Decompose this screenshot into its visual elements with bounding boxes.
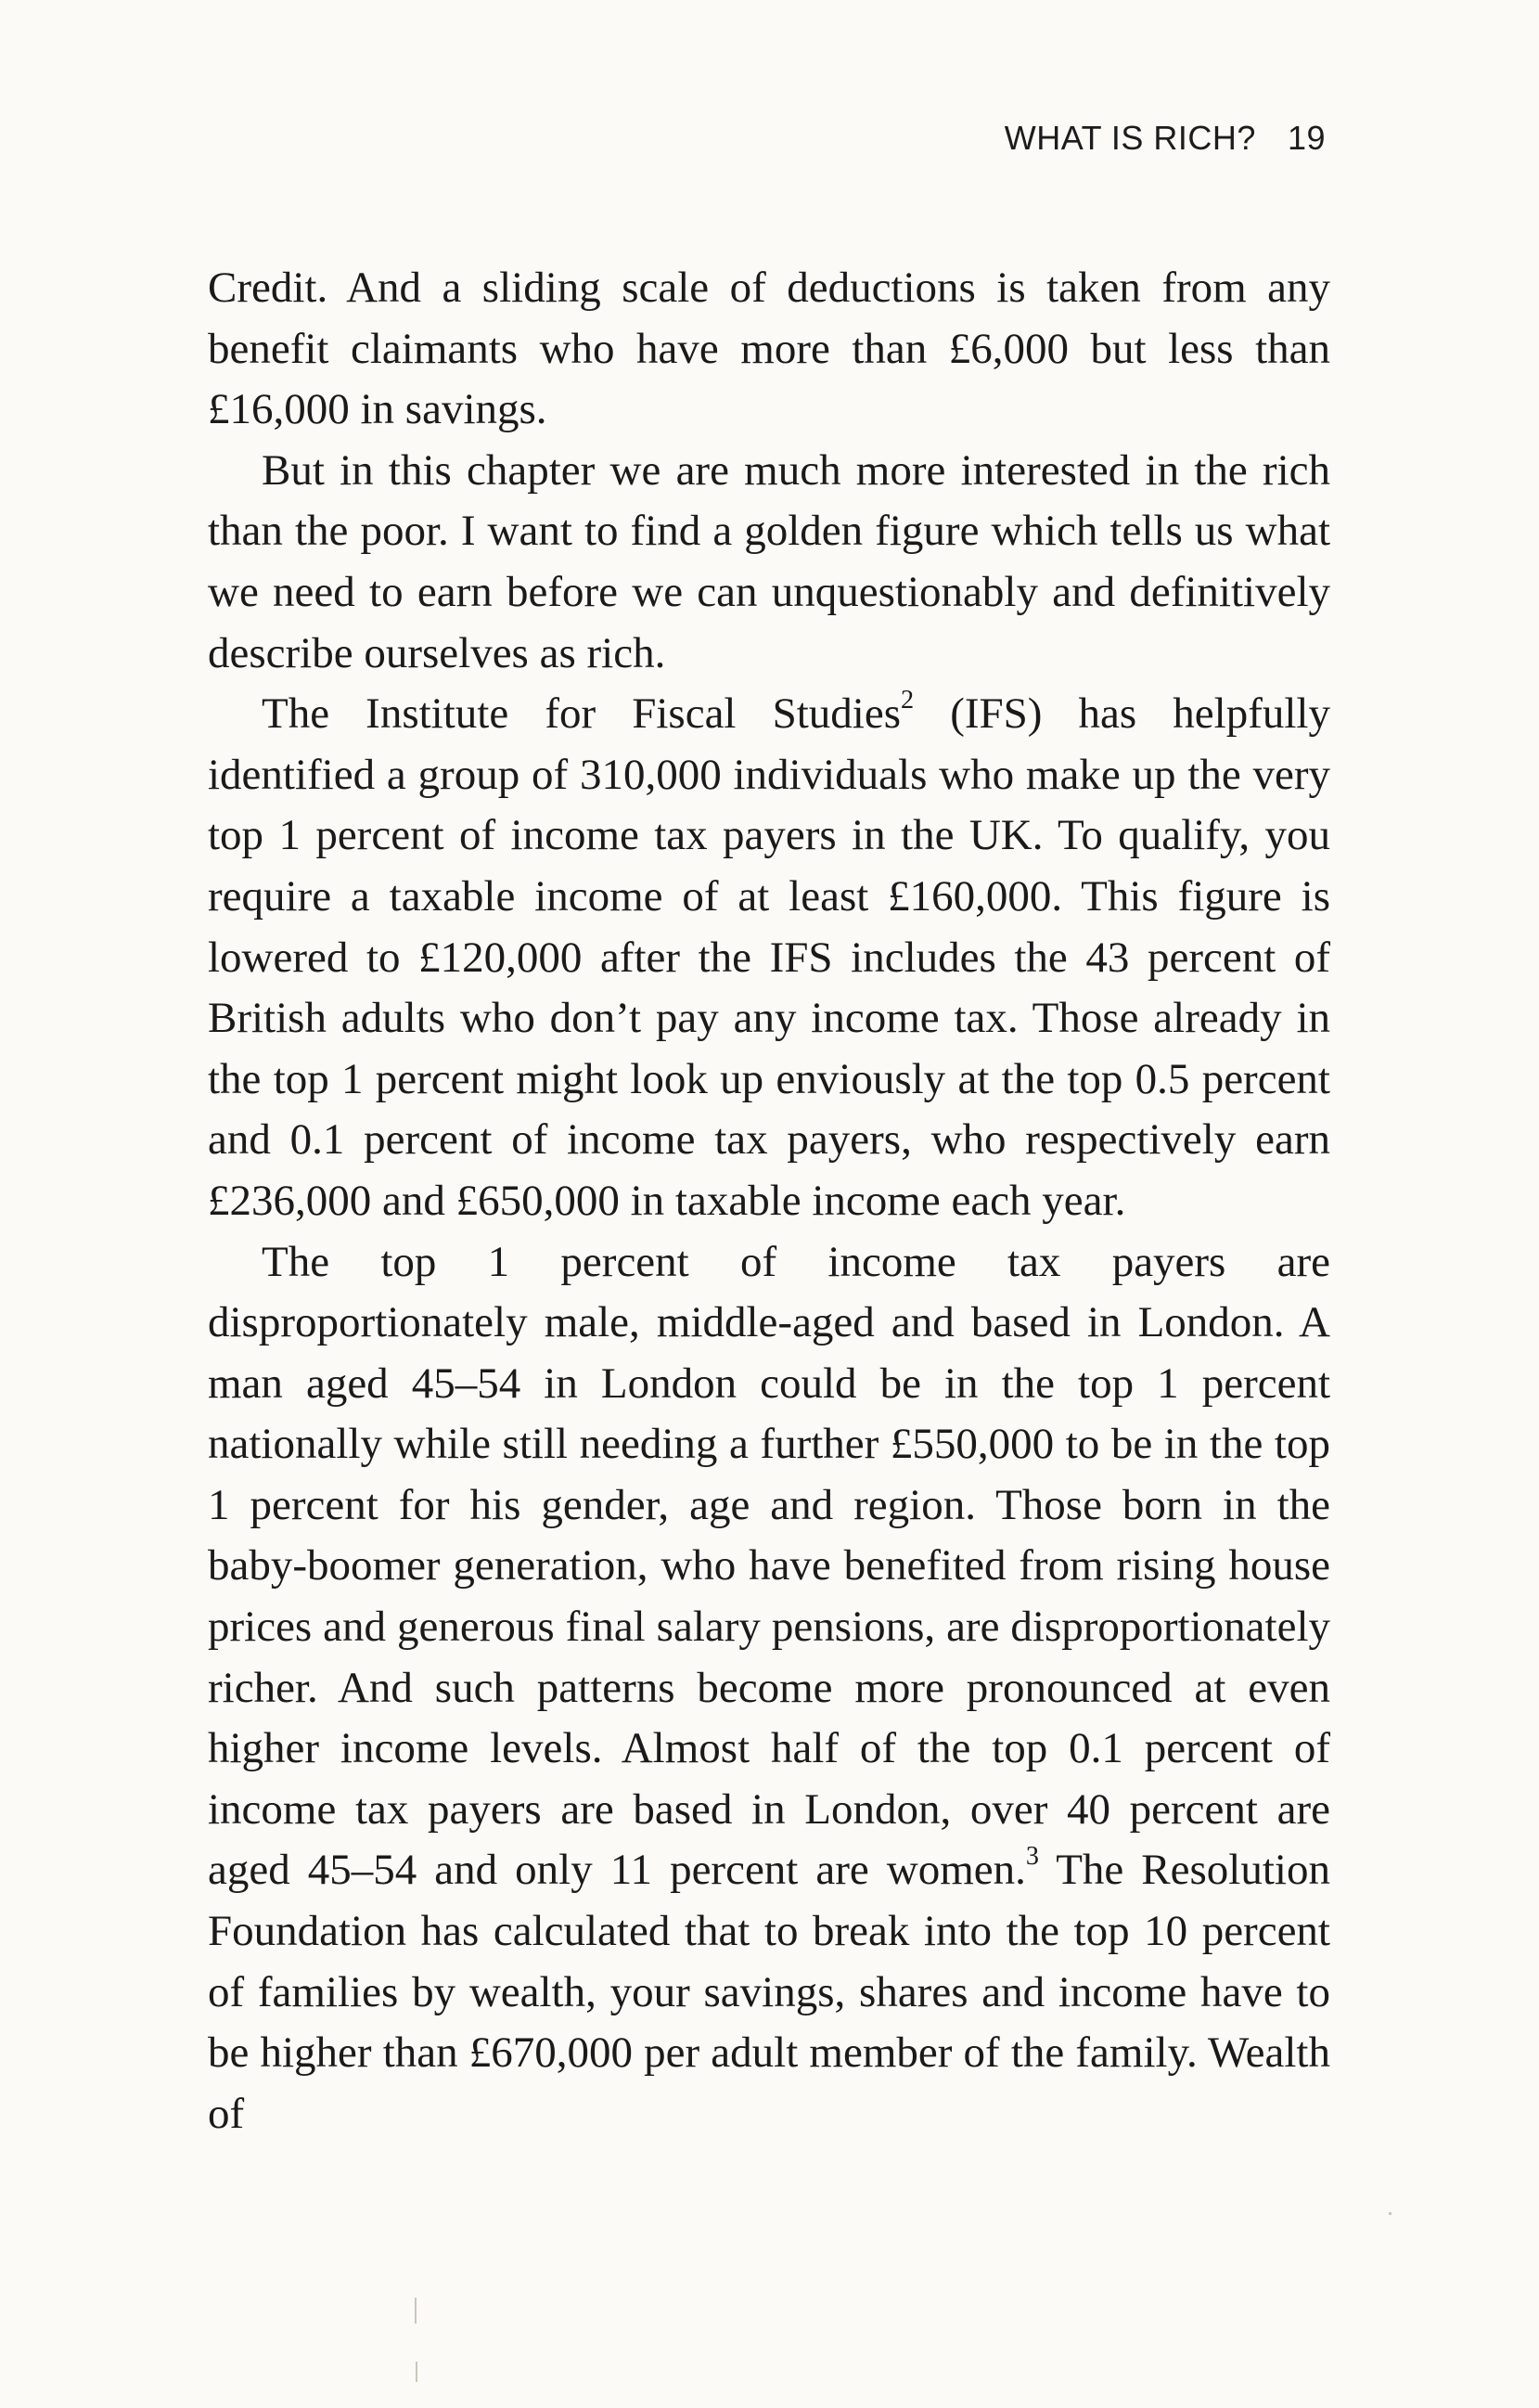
footnote-ref: 3 xyxy=(1025,1842,1040,1872)
paragraph xyxy=(208,684,1330,1231)
paragraph xyxy=(208,1232,1330,2145)
paragraph-text: Credit. And a sliding scale of deductions is taken from any benefit claimants who have more than £6,000 but less than £16,000 in savings. xyxy=(208,264,1330,434)
footnote-ref: 2 xyxy=(901,686,915,715)
paragraph-text: The Institute for Fiscal Studies xyxy=(262,689,902,739)
scan-speck xyxy=(415,2298,417,2324)
paragraph-text: The top 1 percent of income tax payers are disproportionately male, middle-aged and based in London. A man aged 45–54 in London could be in the top 1 percent nationally while still needing a further £550,000 to be in the top 1 percent for his gender, age and region. Those born in the baby-boomer generation, who have benefited from rising house prices and generous final salary pensions, are disproportionately richer. And such patterns become more pronounced at even higher income levels. Almost half of the top 0.1 percent of income tax payers are based in London, over 40 percent are aged 45–54 and only 11 percent are women. xyxy=(208,1237,1330,1895)
running-head-title: WHAT IS RICH? xyxy=(1004,119,1256,157)
paragraph xyxy=(208,258,1330,441)
scan-speck xyxy=(416,2362,417,2382)
page-number: 19 xyxy=(1287,119,1326,157)
paragraph-text: But in this chapter we are much more interested in the rich than the poor. I want to find a golden figure which tells us what we need to earn before we can unquestionably and definitively describe ourselves as rich. xyxy=(208,445,1330,677)
body-text xyxy=(208,258,1330,2144)
running-head xyxy=(1005,119,1326,158)
paragraph-text: (IFS) has helpfully identified a group of 310,000 individuals who make up the very top 1 percent of income tax payers in the UK. To qualify, you require a taxable income of at least £160,000. This figure is lowered to £120,000 after the IFS includes the 43 percent of British adults who don’t pay any income tax. Those already in the top 1 percent might look up enviously at the top 0.5 percent and 0.1 percent of income tax payers, who respectively earn £236,000 and £650,000 in taxable income each year. xyxy=(208,689,1330,1225)
paragraph xyxy=(208,441,1330,684)
paragraph-text: The Resolution Foundation has calculated that to break into the top 10 percent of families by wealth, your savings, shares and income have to be higher than £670,000 per adult member of the family. Wealth of xyxy=(208,1846,1330,2138)
scan-speck xyxy=(1389,2212,1392,2215)
